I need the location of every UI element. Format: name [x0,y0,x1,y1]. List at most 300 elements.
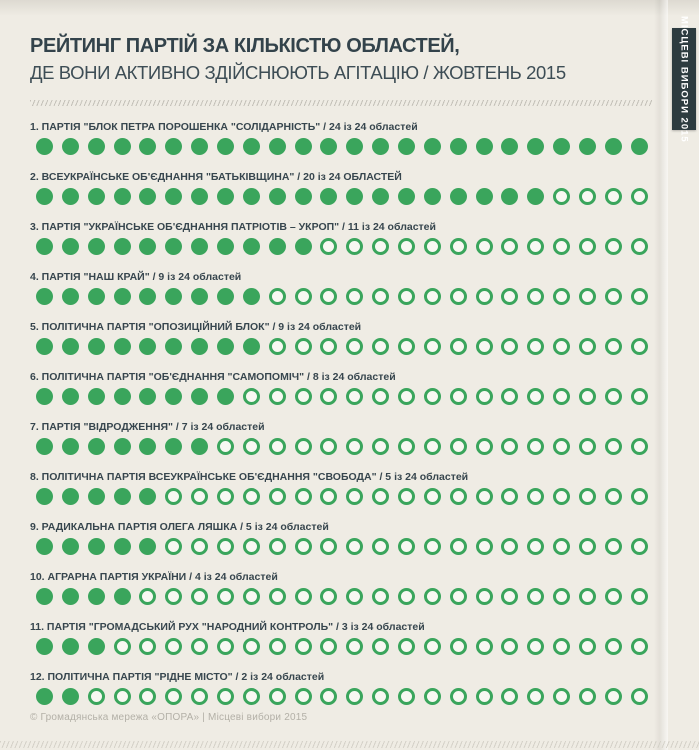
dot-empty [424,538,441,555]
dot-filled [36,188,53,205]
dot-empty [165,688,182,705]
dot-empty [295,688,312,705]
dot-empty [114,638,131,655]
party-rows-list [30,121,648,721]
dot-filled [62,288,79,305]
dot-empty [398,438,415,455]
dot-filled [165,438,182,455]
party-row [30,621,648,671]
party-row-dots [30,488,648,505]
dot-empty [450,538,467,555]
dot-filled [88,238,105,255]
dot-filled [165,388,182,405]
dot-empty [217,588,234,605]
dot-filled [36,488,53,505]
dot-filled [114,588,131,605]
dot-filled [139,288,156,305]
dot-empty [450,388,467,405]
dot-empty [269,488,286,505]
page-right-edge [654,0,668,750]
dot-filled [269,238,286,255]
dot-filled [114,288,131,305]
dot-empty [476,438,493,455]
dot-filled [36,638,53,655]
dot-empty [346,288,363,305]
dot-empty [476,638,493,655]
dot-empty [553,538,570,555]
dot-empty [346,538,363,555]
party-row-label: 9. РАДИКАЛЬНА ПАРТІЯ ОЛЕГА ЛЯШКА / 5 із 24 областей [30,521,329,533]
dot-empty [553,638,570,655]
dot-filled [139,338,156,355]
party-row [30,471,648,521]
dot-filled [88,638,105,655]
dot-filled [36,538,53,555]
party-row-label: 4. ПАРТІЯ "НАШ КРАЙ" / 9 із 24 областей [30,271,242,283]
dot-empty [398,238,415,255]
dot-filled [114,238,131,255]
dot-filled [114,488,131,505]
dot-empty [372,288,389,305]
dot-empty [631,288,648,305]
dot-empty [527,288,544,305]
dot-empty [501,588,518,605]
dot-filled [62,238,79,255]
dot-empty [269,638,286,655]
dot-empty [476,388,493,405]
party-row [30,421,648,471]
dot-empty [527,538,544,555]
hatched-divider [30,100,653,106]
side-tab-label: МІСЦЕВІ ВИБОРИ 2015 [678,15,690,143]
dot-filled [501,188,518,205]
dot-filled [191,138,208,155]
chart-title-line1: РЕЙТИНГ ПАРТІЙ ЗА КІЛЬКІСТЮ ОБЛАСТЕЙ, [30,35,460,57]
dot-empty [579,588,596,605]
dot-filled [527,188,544,205]
dot-filled [114,138,131,155]
dot-empty [631,388,648,405]
dot-filled [372,188,389,205]
dot-empty [501,688,518,705]
dot-empty [553,438,570,455]
dot-filled [450,138,467,155]
dot-empty [553,588,570,605]
dot-empty [269,538,286,555]
top-page-shadow [0,0,699,16]
dot-empty [243,588,260,605]
dot-empty [217,438,234,455]
party-row-label: 12. ПОЛІТИЧНА ПАРТІЯ "РІДНЕ МІСТО" / 2 із 24 областей [30,671,325,683]
dot-filled [139,438,156,455]
dot-empty [372,388,389,405]
dot-empty [295,388,312,405]
party-row-label: 3. ПАРТІЯ "УКРАЇНСЬКЕ ОБ'ЄДНАННЯ ПАТРІОТІВ – УКРОП" / 11 із 24 областей [30,221,436,233]
dot-empty [631,238,648,255]
dot-empty [165,538,182,555]
party-row-label: 10. АГРАРНА ПАРТІЯ УКРАЇНИ / 4 із 24 областей [30,571,278,583]
dot-empty [605,488,622,505]
party-row [30,171,648,221]
dot-filled [62,688,79,705]
dot-empty [269,688,286,705]
dot-empty [320,688,337,705]
dot-empty [553,238,570,255]
dot-empty [139,638,156,655]
dot-filled [88,288,105,305]
dot-filled [62,488,79,505]
dot-empty [527,338,544,355]
dot-filled [114,538,131,555]
dot-filled [62,588,79,605]
dot-empty [398,488,415,505]
dot-empty [372,488,389,505]
party-row-label: 11. ПАРТІЯ "ГРОМАДСЬКИЙ РУХ "НАРОДНИЙ КОНТРОЛЬ" / 3 із 24 областей [30,621,425,633]
dot-empty [553,388,570,405]
dot-empty [398,588,415,605]
dot-filled [139,388,156,405]
dot-empty [295,338,312,355]
dot-filled [217,138,234,155]
dot-empty [605,388,622,405]
party-row-dots [30,388,648,405]
dot-empty [476,288,493,305]
dot-empty [450,288,467,305]
dot-empty [295,438,312,455]
dot-empty [476,588,493,605]
dot-empty [501,388,518,405]
dot-filled [88,588,105,605]
dot-empty [191,538,208,555]
dot-empty [605,338,622,355]
party-row-dots [30,638,648,655]
dot-filled [217,388,234,405]
party-row [30,271,648,321]
dot-empty [631,588,648,605]
dot-filled [36,138,53,155]
dot-filled [36,288,53,305]
dot-empty [320,338,337,355]
dot-empty [476,538,493,555]
dot-filled [217,288,234,305]
dot-filled [398,138,415,155]
dot-filled [501,138,518,155]
dot-filled [62,338,79,355]
dot-empty [553,338,570,355]
dot-empty [424,288,441,305]
dot-empty [605,688,622,705]
dot-empty [527,238,544,255]
dot-empty [501,238,518,255]
dot-empty [320,588,337,605]
dot-empty [243,388,260,405]
dot-filled [191,438,208,455]
dot-filled [88,138,105,155]
dot-empty [579,438,596,455]
party-row [30,371,648,421]
side-tab-local-elections [672,15,696,143]
copyright-footer: © Громадянська мережа «ОПОРА» | Місцеві вибори 2015 [30,712,308,723]
dot-filled [36,588,53,605]
party-row-label: 5. ПОЛІТИЧНА ПАРТІЯ "ОПОЗИЦІЙНИЙ БЛОК" / 9 із 24 областей [30,321,362,333]
dot-filled [217,338,234,355]
party-row [30,221,648,271]
dot-filled [139,538,156,555]
party-row-label: 1. ПАРТІЯ "БЛОК ПЕТРА ПОРОШЕНКА "СОЛІДАРНІСТЬ" / 24 із 24 областей [30,121,418,133]
dot-filled [62,438,79,455]
party-row-dots [30,688,648,705]
dot-empty [424,238,441,255]
dot-empty [553,188,570,205]
dot-empty [501,488,518,505]
dot-empty [372,638,389,655]
dot-empty [579,288,596,305]
dot-filled [36,338,53,355]
dot-empty [398,538,415,555]
dot-empty [527,588,544,605]
dot-empty [217,638,234,655]
party-row-label: 7. ПАРТІЯ "ВІДРОДЖЕННЯ" / 7 із 24 областей [30,421,265,433]
party-row-dots [30,238,648,255]
dot-empty [217,688,234,705]
dot-filled [62,138,79,155]
dot-filled [191,238,208,255]
dot-empty [372,238,389,255]
party-row [30,321,648,371]
party-row-dots [30,188,648,205]
dot-filled [295,238,312,255]
dot-empty [631,688,648,705]
dot-empty [372,438,389,455]
dot-empty [424,588,441,605]
dot-empty [527,438,544,455]
dot-empty [269,588,286,605]
dot-empty [243,488,260,505]
dot-filled [191,288,208,305]
dot-empty [217,538,234,555]
dot-empty [217,488,234,505]
dot-empty [295,588,312,605]
chart-title-line2: ДЕ ВОНИ АКТИВНО ЗДІЙСНЮЮТЬ АГІТАЦІЮ / ЖОВТЕНЬ 2015 [30,62,566,83]
dot-filled [346,138,363,155]
dot-empty [605,188,622,205]
dot-empty [269,288,286,305]
dot-filled [88,388,105,405]
party-row-label: 8. ПОЛІТИЧНА ПАРТІЯ ВСЕУКРАЇНСЬКЕ ОБ'ЄДНАННЯ "СВОБОДА" / 5 із 24 областей [30,471,469,483]
dot-filled [320,138,337,155]
dot-filled [139,138,156,155]
dot-filled [579,138,596,155]
dot-empty [398,388,415,405]
dot-empty [372,588,389,605]
dot-filled [372,138,389,155]
bottom-hatched-border [0,741,699,748]
dot-empty [139,688,156,705]
dot-empty [398,638,415,655]
party-row [30,521,648,571]
dot-empty [450,638,467,655]
dot-filled [243,338,260,355]
dot-filled [88,538,105,555]
dot-empty [553,288,570,305]
dot-empty [165,588,182,605]
dot-filled [191,188,208,205]
dot-empty [114,688,131,705]
dot-empty [501,538,518,555]
dot-empty [320,438,337,455]
chart-header [30,35,639,84]
dot-filled [269,138,286,155]
dot-empty [501,288,518,305]
dot-empty [398,338,415,355]
dot-filled [191,338,208,355]
dot-empty [631,438,648,455]
dot-filled [36,388,53,405]
dot-filled [398,188,415,205]
party-row-dots [30,438,648,455]
party-row-label: 6. ПОЛІТИЧНА ПАРТІЯ "ОБ'ЄДНАННЯ "САМОПОМІЧ" / 8 із 24 областей [30,371,396,383]
dot-empty [424,338,441,355]
dot-empty [424,488,441,505]
dot-filled [165,138,182,155]
dot-filled [88,188,105,205]
dot-empty [424,638,441,655]
dot-empty [450,438,467,455]
dot-filled [191,388,208,405]
dot-empty [579,188,596,205]
dot-empty [527,388,544,405]
party-row [30,571,648,621]
dot-empty [579,638,596,655]
dot-empty [450,588,467,605]
party-row-dots [30,288,648,305]
dot-filled [217,238,234,255]
dot-empty [579,388,596,405]
dot-empty [398,288,415,305]
dot-filled [165,238,182,255]
dot-filled [631,138,648,155]
dot-empty [424,388,441,405]
dot-filled [476,138,493,155]
dot-filled [165,288,182,305]
dot-filled [165,338,182,355]
dot-empty [579,338,596,355]
dot-filled [320,188,337,205]
dot-filled [269,188,286,205]
dot-empty [527,488,544,505]
dot-empty [631,538,648,555]
dot-filled [295,188,312,205]
dot-empty [424,438,441,455]
dot-empty [88,688,105,705]
dot-empty [424,688,441,705]
dot-filled [295,138,312,155]
dot-empty [295,488,312,505]
dot-empty [450,238,467,255]
dot-empty [605,238,622,255]
dot-empty [139,588,156,605]
dot-empty [372,538,389,555]
dot-empty [553,488,570,505]
dot-filled [243,138,260,155]
dot-empty [191,638,208,655]
dot-empty [269,338,286,355]
dot-filled [88,338,105,355]
dot-filled [450,188,467,205]
dot-empty [243,438,260,455]
dot-empty [631,188,648,205]
dot-empty [579,538,596,555]
dot-filled [243,288,260,305]
dot-empty [269,438,286,455]
dot-empty [605,588,622,605]
dot-empty [320,488,337,505]
dot-empty [243,538,260,555]
dot-filled [346,188,363,205]
dot-filled [62,388,79,405]
party-row-label: 2. ВСЕУКРАЇНСЬКЕ ОБ'ЄДНАННЯ "БАТЬКІВЩИНА" / 20 із 24 ОБЛАСТЕЙ [30,171,402,183]
dot-empty [605,438,622,455]
dot-filled [114,388,131,405]
dot-filled [36,688,53,705]
party-row-dots [30,338,648,355]
dot-empty [631,638,648,655]
dot-empty [372,338,389,355]
dot-filled [114,338,131,355]
dot-filled [527,138,544,155]
dot-filled [62,638,79,655]
dot-empty [346,588,363,605]
dot-empty [476,338,493,355]
dot-empty [346,388,363,405]
dot-empty [191,588,208,605]
dot-filled [139,238,156,255]
dot-empty [346,638,363,655]
dot-empty [320,288,337,305]
dot-empty [243,638,260,655]
dot-empty [346,338,363,355]
dot-filled [36,238,53,255]
dot-filled [62,188,79,205]
dot-empty [527,638,544,655]
dot-filled [605,138,622,155]
dot-filled [88,488,105,505]
dot-empty [476,238,493,255]
dot-empty [346,688,363,705]
party-row-dots [30,588,648,605]
dot-filled [243,238,260,255]
dot-empty [450,338,467,355]
dot-filled [114,188,131,205]
dot-empty [579,488,596,505]
dot-empty [450,688,467,705]
dot-empty [165,638,182,655]
dot-empty [527,688,544,705]
dot-empty [450,488,467,505]
dot-empty [165,488,182,505]
dot-filled [139,488,156,505]
party-row [30,121,648,171]
dot-empty [269,388,286,405]
dot-filled [88,438,105,455]
dot-empty [579,688,596,705]
dot-empty [631,338,648,355]
dot-empty [501,338,518,355]
dot-empty [501,638,518,655]
dot-empty [191,488,208,505]
dot-empty [579,238,596,255]
dot-empty [398,688,415,705]
